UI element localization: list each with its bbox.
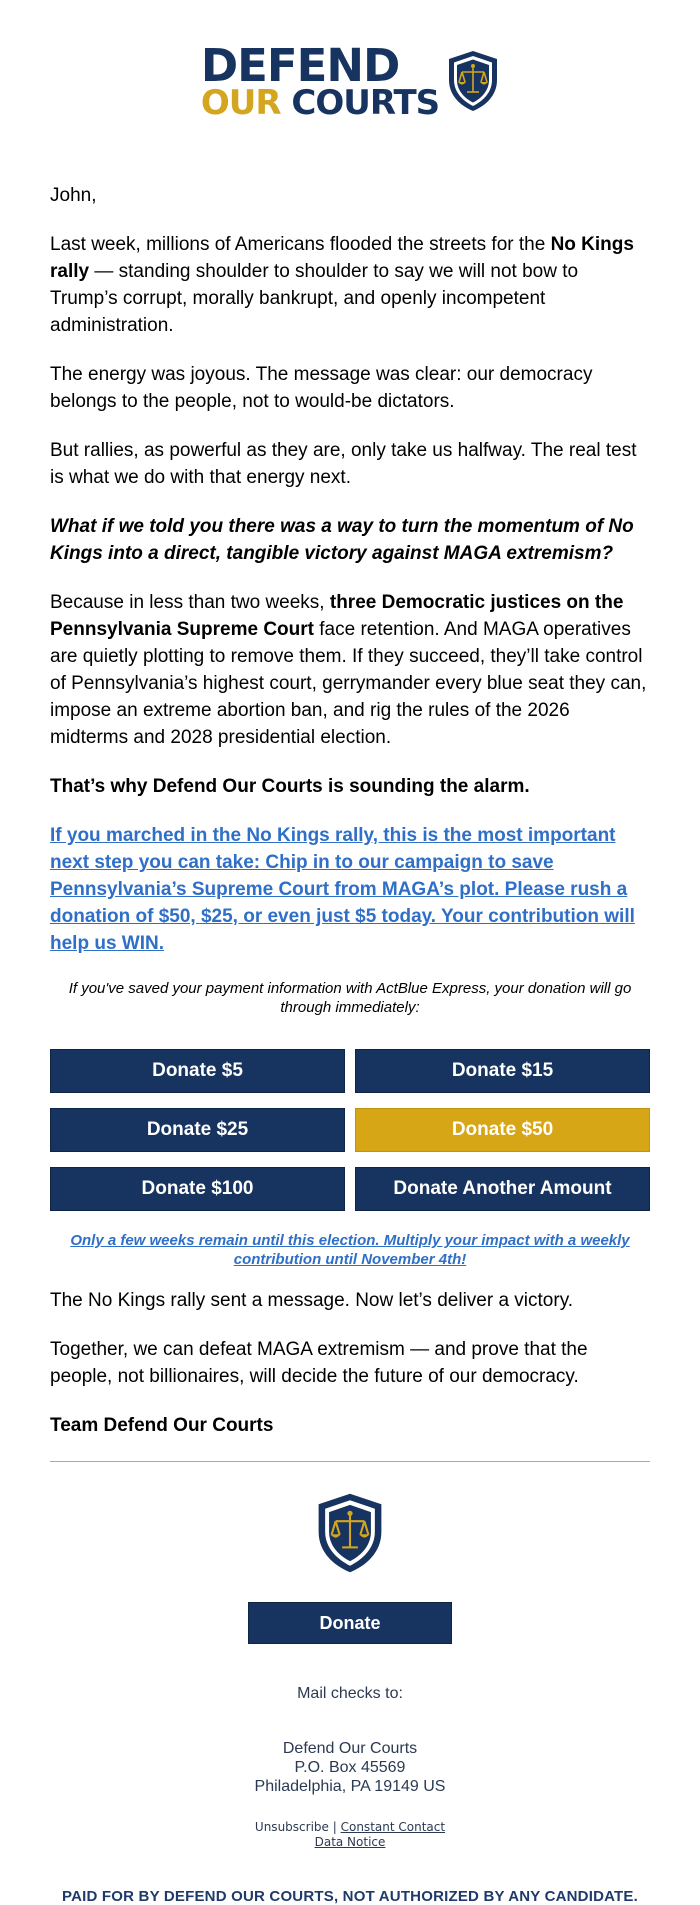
- paragraph-what-if: What if we told you there was a way to turn the momentum of No Kings into a direct, tangible victory against MAGA extremism?: [50, 516, 634, 564]
- link-separator: |: [332, 1820, 337, 1834]
- p5-bold: three Democratic justices on the Pennsylvania Supreme Court: [50, 592, 624, 640]
- paragraph-energy: The energy was joyous. The message was clear: our democracy belongs to the people, not to would-be dictators.: [50, 364, 593, 412]
- footer-logo: [0, 1492, 700, 1574]
- footer-divider: [50, 1461, 650, 1462]
- mail-checks-label: Mail checks to:: [297, 1685, 403, 1702]
- actblue-express-note: If you've saved your payment information with ActBlue Express, your donation will go through immediately:: [68, 980, 632, 1016]
- address-po-box: P.O. Box 45569: [294, 1759, 406, 1776]
- greeting: John,: [50, 185, 97, 206]
- paragraph-rallies: But rallies, as powerful as they are, only take us halfway. The real test is what we do with that energy next.: [50, 440, 637, 488]
- footer-donate-button[interactable]: Donate: [248, 1602, 452, 1644]
- donate-100-button[interactable]: Donate $100: [50, 1167, 345, 1211]
- paid-for-disclaimer: PAID FOR BY DEFEND OUR COURTS, NOT AUTHORIZED BY ANY CANDIDATE.: [62, 1888, 638, 1905]
- donate-15-button[interactable]: Donate $15: [355, 1049, 650, 1093]
- donation-cta-link[interactable]: If you marched in the No Kings rally, this is the most important next step you can take: Chip in to our campaign to save Pennsylvania’s Supreme Court from MAGA’s plot. Please rush a donation of $50, $25, or even just $5 today. Your contribution will help us WIN.: [50, 825, 635, 954]
- mail-address: [0, 1739, 700, 1796]
- p5-text-a: Because in less than two weeks,: [50, 592, 330, 613]
- header-logo: [0, 0, 700, 122]
- weekly-contribution-link[interactable]: Only a few weeks remain until this election. Multiply your impact with a weekly contribution until November 4th!: [70, 1232, 630, 1268]
- address-org: Defend Our Courts: [282, 1740, 418, 1757]
- paragraph-together: Together, we can defeat MAGA extremism — and prove that the people, not billionaires, will decide the future of our democracy.: [50, 1339, 588, 1387]
- logo-wordmark: [200, 38, 440, 123]
- p5-text-b: face retention. And MAGA operatives are quietly plotting to remove them. If they succeed, they’ll take control of Pennsylvania’s highest court, gerrymander every blue seat they can, impose an extreme abortion ban, and rig the rules of the 2026 midterms and 2028 presidential election.: [50, 619, 647, 748]
- p1-bold: No Kings rally: [50, 234, 634, 282]
- mail-checks-block: [0, 1684, 700, 1796]
- paragraph-deliver-victory: The No Kings rally sent a message. Now let’s deliver a victory.: [50, 1290, 574, 1311]
- constant-contact-link[interactable]: Constant Contact: [340, 1820, 446, 1834]
- paragraph-alarm: That’s why Defend Our Courts is sounding the alarm.: [50, 776, 530, 797]
- p1-text-a: Last week, millions of Americans flooded the streets for the: [50, 234, 551, 255]
- signoff: Team Defend Our Courts: [50, 1415, 274, 1436]
- shield-scales-icon: [316, 1492, 384, 1574]
- footer-donate-wrap: [0, 1602, 700, 1644]
- p1-text-b: — standing shoulder to shoulder to say we will not bow to Trump’s corrupt, morally bankrupt, and openly incompetent administration.: [50, 261, 579, 336]
- donate-25-button[interactable]: Donate $25: [50, 1108, 345, 1152]
- paragraph-no-kings: [50, 231, 650, 339]
- logo-courts: COURTS: [291, 82, 440, 123]
- donate-button-grid: [50, 1049, 650, 1211]
- address-city: Philadelphia, PA 19149 US: [254, 1778, 446, 1795]
- unsubscribe-link[interactable]: Unsubscribe: [254, 1820, 329, 1834]
- paragraph-retention: [50, 589, 650, 751]
- logo-defend-text: DEFEND: [200, 38, 400, 92]
- data-notice-link[interactable]: Data Notice: [314, 1835, 386, 1849]
- donate-other-amount-button[interactable]: Donate Another Amount: [355, 1167, 650, 1211]
- shield-scales-icon: [447, 50, 499, 112]
- logo-our: OUR: [200, 82, 281, 123]
- logo-our-courts-text: [200, 82, 440, 123]
- donate-50-button[interactable]: Donate $50: [355, 1108, 650, 1152]
- donate-5-button[interactable]: Donate $5: [50, 1049, 345, 1093]
- footer-links: [0, 1820, 700, 1850]
- email-content: [0, 182, 700, 1439]
